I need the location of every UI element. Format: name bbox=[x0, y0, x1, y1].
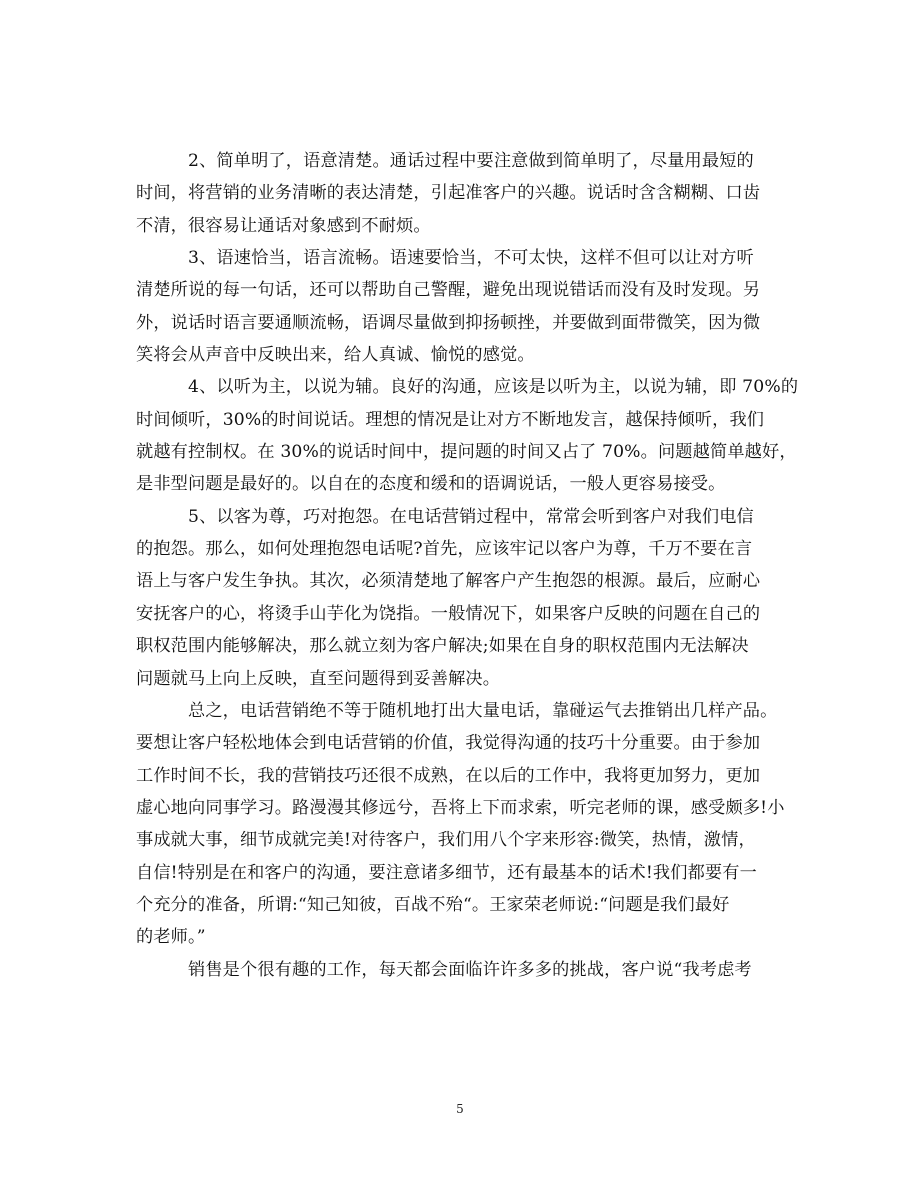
paragraph-line: 要想让客户轻松地体会到电话营销的价值，我觉得沟通的技巧十分重要。由于参加 bbox=[136, 733, 761, 754]
paragraph-line: 5、以客为尊，巧对抱怨。在电话营销过程中，常常会听到客户对我们电信 bbox=[188, 506, 754, 527]
paragraph-line: 不清，很容易让通话对象感到不耐烦。 bbox=[136, 215, 431, 236]
paragraph-line: 就越有控制权。在 30%的说话时间中，提问题的时间又占了 70%。问题越简单越好， bbox=[136, 442, 797, 463]
paragraph-line: 的抱怨。那么，如何处理抱怨电话呢?首先，应该牢记以客户为尊，千万不要在言 bbox=[136, 539, 753, 560]
paragraph-line: 是非型问题是最好的。以自在的态度和缓和的语调说话，一般人更容易接受。 bbox=[136, 474, 726, 495]
paragraph-line: 4、以听为主，以说为辅。良好的沟通，应该是以听为主，以说为辅，即 70%的 bbox=[188, 377, 799, 398]
paragraph-line: 笑将会从声音中反映出来，给人真诚、愉悦的感觉。 bbox=[136, 345, 535, 366]
paragraph-line: 语上与客户发生争执。其次，必须清楚地了解客户产生抱怨的根源。最后，应耐心 bbox=[136, 571, 761, 592]
paragraph-line: 3、语速恰当，语言流畅。语速要恰当，不可太快，这样不但可以让对方听 bbox=[188, 248, 754, 269]
paragraph-line: 事成就大事，细节成就完美!对待客户，我们用八个字来形容:微笑，热情，激情， bbox=[136, 830, 756, 851]
paragraph-line: 虚心地向同事学习。路漫漫其修远兮，吾将上下而求索，听完老师的课，感受颇多!小 bbox=[136, 797, 785, 818]
paragraph-line: 时间，将营销的业务清晰的表达清楚，引起准客户的兴趣。说话时含含糊糊、口齿 bbox=[136, 183, 761, 204]
page-number: 5 bbox=[456, 1102, 464, 1116]
paragraph-line: 清楚所说的每一句话，还可以帮助自己警醒，避免出现说错话而没有及时发现。另 bbox=[136, 280, 761, 301]
body-text bbox=[136, 145, 799, 986]
paragraph-line: 个充分的准备，所谓:“知己知彼，百战不殆“。王家荣老师说:“问题是我们最好 bbox=[136, 894, 730, 915]
paragraph-line: 问题就马上向上反映，直至问题得到妥善解决。 bbox=[136, 668, 501, 689]
paragraph-line: 安抚客户的心，将烫手山芋化为饶指。一般情况下，如果客户反映的问题在自己的 bbox=[136, 603, 761, 624]
paragraph-line: 2、简单明了，语意清楚。通话过程中要注意做到简单明了，尽量用最短的 bbox=[188, 151, 754, 171]
paragraph-line: 外，说话时语言要通顺流畅，语调尽量做到抑扬顿挫，并要做到面带微笑，因为微 bbox=[136, 312, 761, 333]
paragraph-line: 工作时间不长，我的营销技巧还很不成熟，在以后的工作中，我将更加努力，更加 bbox=[136, 765, 761, 786]
paragraph-line: 销售是个很有趣的工作，每天都会面临许许多多的挑战，客户说“我考虑考 bbox=[188, 959, 752, 980]
paragraph-line: 总之，电话营销绝不等于随机地打出大量电话，靠碰运气去推销出几样产品。 bbox=[188, 700, 778, 721]
paragraph-line: 时间倾听，30%的时间说话。理想的情况是让对方不断地发言，越保持倾听，我们 bbox=[136, 409, 765, 430]
paragraph-line: 职权范围内能够解决，那么就立刻为客户解决;如果在自身的职权范围内无法解决 bbox=[136, 636, 749, 657]
paragraph-line: 自信!特别是在和客户的沟通，要注意诸多细节，还有最基本的话术!我们都要有一 bbox=[136, 862, 757, 883]
paragraph-line: 的老师。” bbox=[136, 927, 206, 948]
